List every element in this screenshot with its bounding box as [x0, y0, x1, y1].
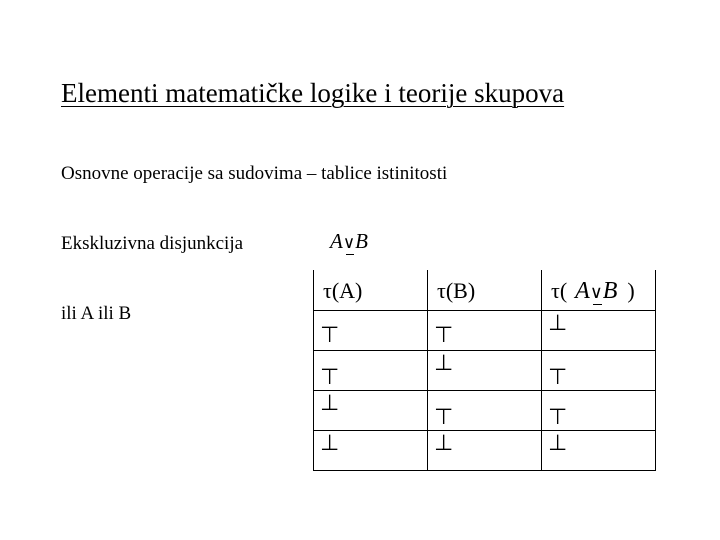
false-symbol: ⊥	[320, 391, 340, 416]
true-symbol: ⊤	[320, 365, 340, 390]
false-symbol: ⊥	[434, 431, 454, 456]
false-symbol: ⊥	[434, 351, 454, 376]
header-tau-b: τ(B)	[437, 278, 476, 303]
truth-table-row	[314, 391, 656, 431]
true-symbol: ⊤	[434, 323, 454, 348]
truth-table-row	[314, 311, 656, 351]
cell-b-row4	[428, 431, 542, 471]
formula-right: B	[355, 229, 368, 253]
section-label: Ekskluzivna disjunkcija	[61, 233, 244, 254]
subtitle: Osnovne operacije sa sudovima – tablice istinitosti	[61, 163, 448, 184]
xor-operator: ∨	[342, 233, 356, 252]
cell-xor-row1	[542, 311, 656, 351]
header-cell-b	[428, 270, 542, 311]
true-symbol: ⊤	[548, 405, 568, 430]
formula-left: A	[330, 229, 343, 253]
header-tau-a: τ(A)	[323, 278, 363, 303]
header-cell-a	[314, 270, 428, 311]
false-symbol: ⊥	[548, 431, 568, 456]
false-symbol: ⊥	[548, 311, 568, 336]
cell-a-row1	[314, 311, 428, 351]
header-tau-close: )	[627, 278, 635, 303]
cell-xor-row4	[542, 431, 656, 471]
truth-table-row	[314, 431, 656, 471]
cell-xor-row2	[542, 351, 656, 391]
reading-label: ili A ili B	[61, 303, 132, 324]
cell-b-row3	[428, 391, 542, 431]
truth-table-header-row	[314, 270, 656, 311]
cell-b-row2	[428, 351, 542, 391]
cell-xor-row3	[542, 391, 656, 431]
cell-a-row3	[314, 391, 428, 431]
header-expr-right: B	[602, 278, 618, 304]
false-symbol: ⊥	[320, 431, 340, 456]
header-expr-left: A	[575, 278, 590, 304]
cell-a-row4	[314, 431, 428, 471]
cell-b-row1	[428, 311, 542, 351]
header-cell-xor	[542, 270, 656, 311]
true-symbol: ⊤	[548, 365, 568, 390]
xor-formula	[330, 229, 368, 254]
header-expr-operator: ∨	[589, 282, 603, 302]
header-tau-open: τ(	[551, 278, 568, 303]
header-tau-xor	[551, 278, 635, 305]
truth-table	[313, 270, 656, 471]
truth-table-row	[314, 351, 656, 391]
true-symbol: ⊤	[434, 405, 454, 430]
true-symbol: ⊤	[320, 323, 340, 348]
page-title: Elementi matematičke logike i teorije skupova	[61, 78, 565, 108]
cell-a-row2	[314, 351, 428, 391]
